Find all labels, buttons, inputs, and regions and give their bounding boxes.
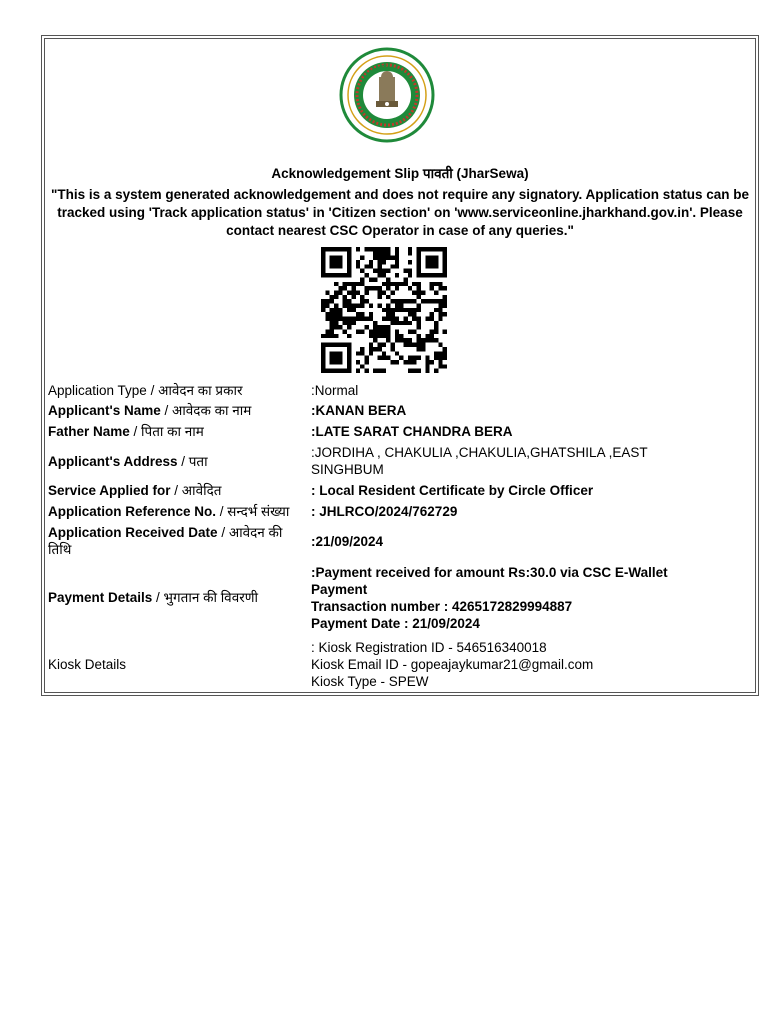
row-reference-number: Application Reference No. / सन्दर्भ संख्या : JHLRCO/2024/762729 bbox=[46, 501, 736, 522]
value-father-name: :LATE SARAT CHANDRA BERA bbox=[311, 424, 513, 439]
system-notice: "This is a system generated acknowledgement and does not require any signatory. Application status can be tracked using 'Track application status' in 'Citizen section' on 'www.serviceonline.jharkhand.gov.in'. Please contact nearest CSC Operator in case of any queries." bbox=[50, 187, 750, 238]
label-application-type: Application Type bbox=[48, 382, 147, 398]
value-payment-details: :Payment received for amount Rs:30.0 via CSC E-Wallet Payment Transaction number : 4265172829994887 Payment Date : 21/09/2024 bbox=[311, 564, 668, 631]
row-payment-details: Payment Details / भुगतान की विवरणी :Payment received for amount Rs:30.0 via CSC E-Wallet Payment Transaction number : 4265172829994887 Payment Date : 21/09/2024 bbox=[46, 560, 736, 635]
label-applicant-address: Applicant's Address bbox=[48, 453, 178, 469]
label-service-applied: Service Applied for bbox=[48, 483, 171, 498]
row-service-applied: Service Applied for / आवेदित : Local Resident Certificate by Circle Officer bbox=[46, 480, 736, 501]
row-kiosk-details bbox=[46, 635, 736, 693]
value-application-type: :Normal bbox=[311, 382, 359, 398]
label-reference-number: Application Reference No. bbox=[48, 504, 217, 519]
value-kiosk-details: : Kiosk Registration ID - 546516340018 Kiosk Email ID - gopeajaykumar21@gmail.com Kiosk Type - SPEW bbox=[311, 639, 594, 689]
slip-title: Acknowledgement Slip पावती (JharSewa) bbox=[271, 166, 529, 181]
value-received-date: :21/09/2024 bbox=[311, 533, 384, 549]
row-received-date: Application Received Date / आवेदन की तिथि :21/09/2024 bbox=[46, 522, 736, 560]
value-applicant-address: :JORDIHA , CHAKULIA ,CHAKULIA,GHATSHILA ,EAST SINGHBUM bbox=[311, 445, 648, 477]
jharkhand-seal-logo bbox=[339, 47, 435, 143]
row-applicant-name: Applicant's Name / आवेदक का नाम :KANAN BERA bbox=[46, 400, 736, 421]
label-kiosk-details: Kiosk Details bbox=[48, 656, 127, 672]
label-father-name: Father Name bbox=[48, 424, 130, 439]
row-father-name: Father Name / पिता का नाम :LATE SARAT CHANDRA BERA bbox=[46, 421, 736, 442]
qr-code bbox=[321, 247, 447, 373]
row-application-type: Application Type / आवेदन का प्रकार :Normal bbox=[46, 380, 736, 400]
application-details-table bbox=[46, 380, 736, 693]
label-received-date: Application Received Date bbox=[48, 525, 218, 540]
row-applicant-address: Applicant's Address / पता :JORDIHA , CHAKULIA ,CHAKULIA,GHATSHILA ,EAST SINGHBUM bbox=[46, 442, 736, 480]
label-applicant-name: Applicant's Name bbox=[48, 403, 161, 418]
label-payment-details: Payment Details bbox=[48, 590, 153, 605]
slip-outer-border bbox=[41, 35, 759, 696]
value-service-applied: : Local Resident Certificate by Circle Officer bbox=[311, 483, 594, 498]
value-applicant-name: :KANAN BERA bbox=[311, 403, 407, 418]
value-reference-number: : JHLRCO/2024/762729 bbox=[311, 504, 458, 519]
